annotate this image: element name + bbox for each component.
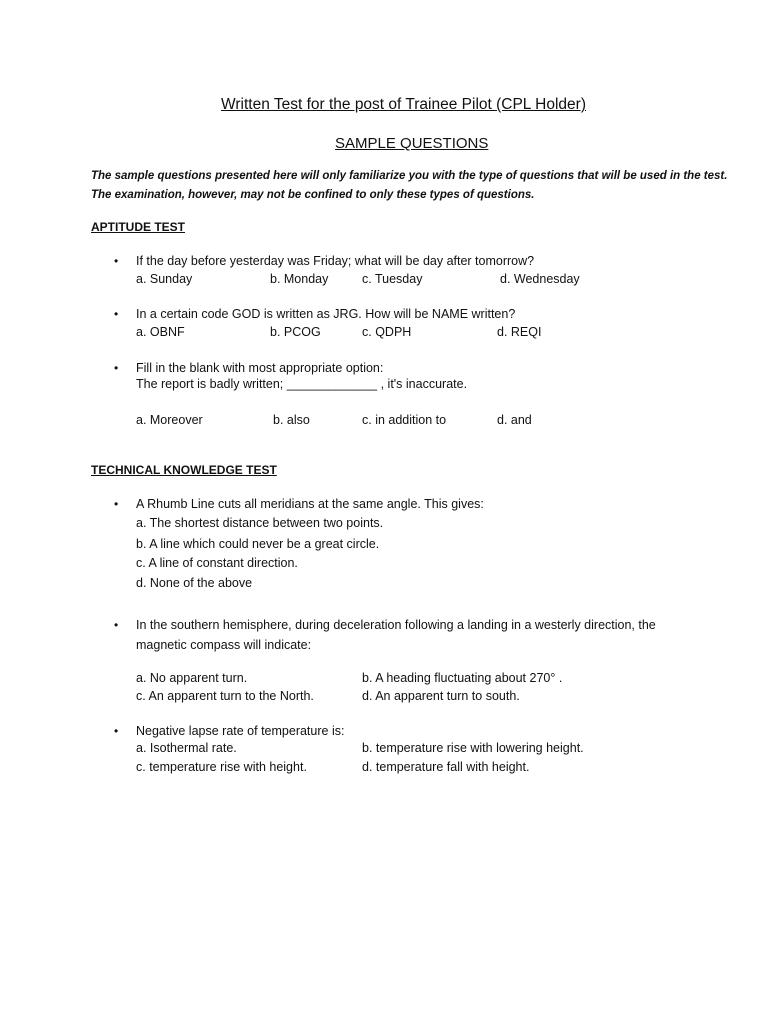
- option-d: d. REQI: [497, 325, 542, 339]
- bullet-icon: •: [114, 724, 119, 738]
- option-b: b. also: [273, 413, 310, 427]
- bullet-icon: •: [114, 497, 119, 511]
- option-d: d. temperature fall with height.: [362, 760, 530, 774]
- question-text: A Rhumb Line cuts all meridians at the same angle. This gives:: [136, 497, 484, 511]
- question-text-line2: The report is badly written; _____________ , it's inaccurate.: [136, 377, 468, 391]
- question-text: Fill in the blank with most appropriate option:: [136, 361, 384, 375]
- option-b: b. temperature rise with lowering height.: [362, 741, 584, 755]
- option-d: d. An apparent turn to south.: [362, 689, 520, 703]
- option-c: c. QDPH: [362, 325, 412, 339]
- bullet-icon: •: [114, 361, 119, 375]
- document-title: Written Test for the post of Trainee Pilot (CPL Holder): [221, 96, 586, 113]
- option-b: b. A heading fluctuating about 270° .: [362, 671, 563, 685]
- option-c: c. An apparent turn to the North.: [136, 689, 314, 703]
- option-b: b. PCOG: [270, 325, 321, 339]
- option-c: c. in addition to: [362, 413, 447, 427]
- bullet-icon: •: [114, 618, 119, 632]
- option-d: d. Wednesday: [500, 272, 580, 286]
- bullet-icon: •: [114, 307, 119, 321]
- document-subtitle: SAMPLE QUESTIONS: [335, 135, 489, 152]
- option-a: a. The shortest distance between two points.: [136, 516, 384, 530]
- option-a: a. No apparent turn.: [136, 671, 248, 685]
- option-a: a. Sunday: [136, 272, 193, 286]
- intro-paragraph: The sample questions presented here will only familiarize you with the type of questions that will be used in the test. The examination, however, may not be confined to only these types of questions.: [91, 170, 728, 201]
- option-b: b. A line which could never be a great circle.: [136, 537, 380, 551]
- section-heading-technical: TECHNICAL KNOWLEDGE TEST: [91, 463, 277, 477]
- question-text: In the southern hemisphere, during deceleration following a landing in a westerly direction, the: [136, 618, 656, 632]
- question-text: If the day before yesterday was Friday; what will be day after tomorrow?: [136, 254, 535, 268]
- option-c: c. Tuesday: [362, 272, 423, 286]
- option-a: a. OBNF: [136, 325, 185, 339]
- option-d: d. and: [497, 413, 532, 427]
- option-b: b. Monday: [270, 272, 329, 286]
- section-heading-aptitude: APTITUDE TEST: [91, 220, 186, 234]
- option-d: d. None of the above: [136, 576, 253, 590]
- option-a: a. Moreover: [136, 413, 203, 427]
- question-text: Negative lapse rate of temperature is:: [136, 724, 345, 738]
- question-text: In a certain code GOD is written as JRG. How will be NAME written?: [136, 307, 516, 321]
- bullet-icon: •: [114, 254, 119, 268]
- option-c: c. A line of constant direction.: [136, 556, 298, 570]
- option-a: a. Isothermal rate.: [136, 741, 237, 755]
- question-text-line2: magnetic compass will indicate:: [136, 638, 312, 652]
- option-c: c. temperature rise with height.: [136, 760, 307, 774]
